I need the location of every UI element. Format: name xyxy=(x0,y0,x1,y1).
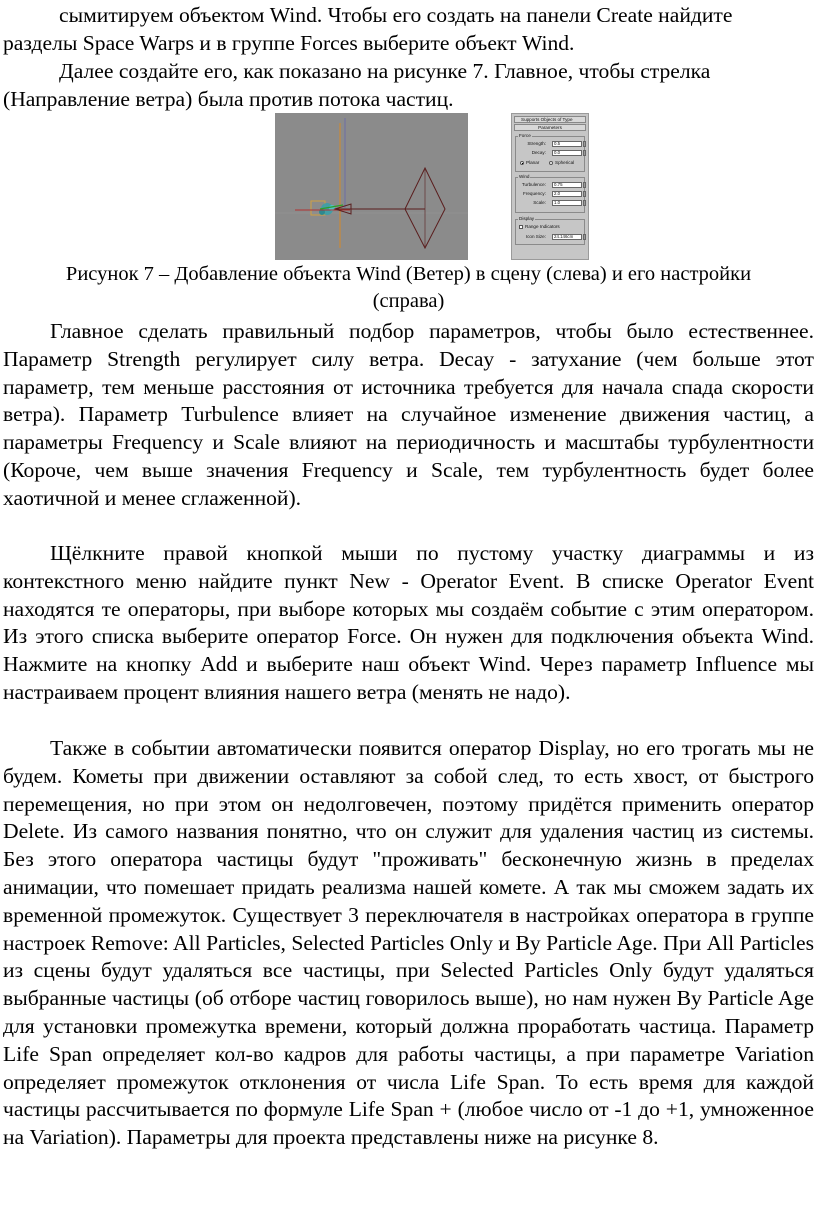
supports-objects-rollout[interactable]: Supports Objects of Type xyxy=(514,116,586,123)
scale-field[interactable]: 1.0 xyxy=(552,200,582,206)
decay-label: Decay: xyxy=(531,150,546,155)
display-group xyxy=(515,216,585,245)
strength-label: Strength: xyxy=(527,141,546,146)
paragraph-1-line-1: сымитируем объектом Wind. Чтобы его создать на панели Create найдите xyxy=(59,3,733,27)
scale-spinner[interactable] xyxy=(583,200,586,206)
frequency-spinner[interactable] xyxy=(583,191,586,197)
paragraph-2-line-2: (Направление ветра) была против потока частиц. xyxy=(3,87,454,111)
figure-caption xyxy=(3,261,814,315)
turbulence-label: Turbulence: xyxy=(521,182,546,187)
wind-group-title: Wind xyxy=(519,174,530,179)
spherical-label: Spherical xyxy=(555,160,575,165)
wind-scene-illustration xyxy=(275,113,468,260)
turbulence-field[interactable]: 0.75 xyxy=(552,182,582,188)
display-group-title: Display xyxy=(519,216,535,221)
range-indicators-checkbox[interactable] xyxy=(519,225,523,229)
strength-spinner[interactable] xyxy=(583,141,586,147)
icon-size-field[interactable]: 24.146cm xyxy=(552,234,582,240)
icon-size-label: Icon Size: xyxy=(525,234,546,239)
parameters-rollout[interactable]: Parameters xyxy=(514,124,586,131)
icon-size-spinner[interactable] xyxy=(583,234,586,240)
paragraph-4: Щёлкните правой кнопкой мыши по пустому участку диаграммы и из контекстного меню найдите пункт New - Operator Event. В списке Operator Event находятся те операторы, при выборе которых мы создаём событие с этим оператором. Из этого списка выберите оператор Force. Он нужен для подключения объекта Wind. Нажмите на кнопку Add и выберите наш объект Wind. Через параметр Influence мы настраиваем процент влияния нашего ветра (менять не надо). xyxy=(3,541,814,704)
paragraph-5: Также в событии автоматически появится оператор Display, но его трогать мы не будем. Кометы при движении оставляют за собой след, то есть хвост, от быстрого перемещения, но при этом он недолговечен, поэтому придётся применить оператор Delete. Из самого названия понятно, что он служит для удаления частиц из системы. Без этого оператора частицы будут "проживать" бесконечную жизнь в пределах анимации, что помешает придать реализма нашей комете. А так мы сможем задать их временной промежуток. Существует 3 переключателя в настройках оператора в группе настроек Remove: All Particles, Selected Particles Only и By Particle Age. При All Particles из сцены будут удаляться все частицы, при Selected Particles Only будут удаляться выбранные частицы (об отборе частиц говорилось выше), но нам нужен By Particle Age для установки промежутка времени, который должна проработать частица. Параметр Life Span определяет кол-во кадров для работы частицы, а при параметре Variation определяет промежуток отклонения от числа Life Span. То есть время для каждой частицы рассчитывается по формуле Life Span + (любое число от -1 до +1, умноженное на Variation). Параметры для проекта представлены ниже на рисунке 8. xyxy=(3,736,814,1150)
figure-caption-line-1: Рисунок 7 – Добавление объекта Wind (Ветер) в сцену (слева) и его настройки xyxy=(65,263,752,285)
decay-field[interactable]: 0.0 xyxy=(552,150,582,156)
wind-settings-panel xyxy=(511,113,589,260)
frequency-label: Frequency: xyxy=(523,191,546,196)
paragraph-2-line-1: Далее создайте его, как показано на рисунке 7. Главное, чтобы стрелка xyxy=(59,59,711,83)
force-group-title: Force xyxy=(519,133,531,138)
decay-spinner[interactable] xyxy=(583,150,586,156)
frequency-field[interactable]: 2.0 xyxy=(552,191,582,197)
strength-field[interactable]: 0.5 xyxy=(552,141,582,147)
planar-radio[interactable] xyxy=(520,161,524,165)
turbulence-spinner[interactable] xyxy=(583,182,586,188)
scene-viewport-image xyxy=(275,113,468,260)
figure-caption-line-2: (справа) xyxy=(372,290,445,312)
paragraph-1-line-2: разделы Space Warps и в группе Forces выберите объект Wind. xyxy=(3,31,575,55)
spherical-radio[interactable] xyxy=(549,161,553,165)
force-group xyxy=(515,133,585,172)
planar-label: Planar xyxy=(526,160,540,165)
scale-label: Scale: xyxy=(533,200,546,205)
paragraph-3: Главное сделать правильный подбор параметров, чтобы было естественнее. Параметр Strength регулирует силу ветра. Decay - затухание (чем больше этот параметр, тем меньше расстояния от источника требуется для начала спада скорости ветра). Параметр Turbulence влияет на случайное изменение движения частиц, а параметры Frequency и Scale влияют на периодичность и масштабы турбулентности (Короче, чем выше значения Frequency и Scale, тем турбулентность будет более хаотичной и менее сглаженной). xyxy=(3,319,814,510)
wind-group xyxy=(515,174,585,213)
range-indicators-label: Range Indicators xyxy=(525,224,560,229)
